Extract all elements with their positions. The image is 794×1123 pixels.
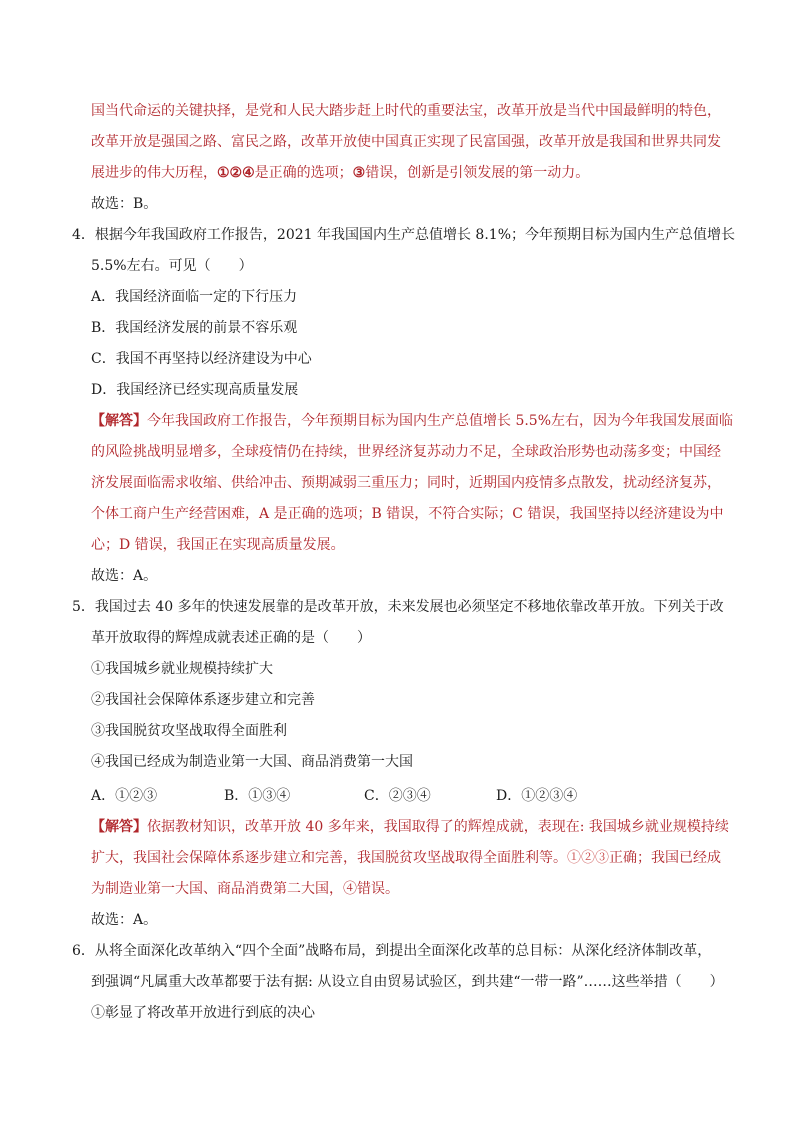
q4-option-c: C．我国不再坚持以经济建设为中心 <box>91 351 312 367</box>
q5-option-a: A．①②③ <box>91 788 158 804</box>
q3-explanation-line-2: 改革开放是强国之路、富民之路，改革开放使中国真正实现了民富国强，改革开放是我国和世界共同发 <box>91 134 721 150</box>
q5-stem-line-1: 5．我国过去 40 多年的快速发展靠的是改革开放，未来发展也必须坚定不移地依靠改革开放。下列关于改 <box>72 599 724 615</box>
q3-explanation-line-1: 国当代命运的关键抉择，是党和人民大踏步赶上时代的重要法宝，改革开放是当代中国最鲜明的特色， <box>91 103 721 119</box>
q4-answer-line-1: 【解答】今年我国政府工作报告，今年预期目标为国内生产总值增长 5.5%左右，因为今年我国发展面临 <box>91 413 734 429</box>
q5-answer-line-2: 扩大，我国社会保障体系逐步建立和完善，我国脱贫攻坚战取得全面胜利等。①②③正确；我国已经成 <box>91 850 721 866</box>
q4-answer-line-4: 个体工商户生产经营困难，A 是正确的选项；B 错误，不符合实际；C 错误，我国坚持以经济建设为中 <box>91 506 724 522</box>
answer-tag: 【解答】 <box>91 413 147 429</box>
q5-option-d: D．①②③④ <box>496 788 578 804</box>
q5-item-2: ②我国社会保障体系逐步建立和完善 <box>91 692 315 708</box>
q4-option-d: D．我国经济已经实现高质量发展 <box>91 382 299 398</box>
q3-choice: 故选：B。 <box>91 196 158 212</box>
q5-answer-line-1: 【解答】依据教材知识，改革开放 40 多年来，我国取得了的辉煌成就，表现在: 我国城乡就业规模持续 <box>91 819 729 835</box>
q6-item-1: ①彰显了将改革开放进行到底的决心 <box>91 1005 315 1021</box>
q4-answer-line-5: 心；D 错误，我国正在实现高质量发展。 <box>91 537 345 553</box>
q5-choice: 故选：A。 <box>91 912 158 928</box>
q5-item-3: ③我国脱贫攻坚战取得全面胜利 <box>91 723 287 739</box>
q6-stem-line-1: 6．从将全面深化改革纳入“四个全面”战略布局，到提出全面深化改革的总目标：从深化经济体制改革， <box>72 943 712 959</box>
q4-option-b: B．我国经济发展的前景不容乐观 <box>91 320 298 336</box>
q4-answer-line-2: 的风险挑战明显增多，全球疫情仍在持续，世界经济复苏动力不足，全球政治形势也动荡多变；中国经 <box>91 444 721 460</box>
q3-explanation-line-3: 展进步的伟大历程，①②④是正确的选项；③错误，创新是引领发展的第一动力。 <box>91 165 590 181</box>
q5-item-4: ④我国已经成为制造业第一大国、商品消费第一大国 <box>91 754 413 770</box>
q4-stem-line-2: 5.5%左右。可见（ ） <box>91 258 253 274</box>
q5-option-c: C．②③④ <box>364 788 431 804</box>
q4-option-a: A．我国经济面临一定的下行压力 <box>91 289 298 305</box>
q4-stem-line-1: 4．根据今年我国政府工作报告，2021 年我国国内生产总值增长 8.1%；今年预期目标为国内生产总值增长 <box>72 227 736 243</box>
q5-answer-line-3: 为制造业第一大国、商品消费第二大国，④错误。 <box>91 881 399 897</box>
q5-stem-line-2: 革开放取得的辉煌成就表述正确的是（ ） <box>91 630 371 646</box>
q4-answer-line-3: 济发展面临需求收缩、供给冲击、预期减弱三重压力；同时，近期国内疫情多点散发，扰动经济复苏， <box>91 475 721 491</box>
q5-item-1: ①我国城乡就业规模持续扩大 <box>91 661 273 677</box>
answer-tag: 【解答】 <box>91 819 147 835</box>
q4-choice: 故选：A。 <box>91 568 158 584</box>
q5-option-b: B．①③④ <box>224 788 291 804</box>
q6-stem-line-2: 到强调“凡属重大改革都要于法有据: 从设立自由贸易试验区，到共建“一带一路”……这些举措（ ） <box>91 974 724 990</box>
